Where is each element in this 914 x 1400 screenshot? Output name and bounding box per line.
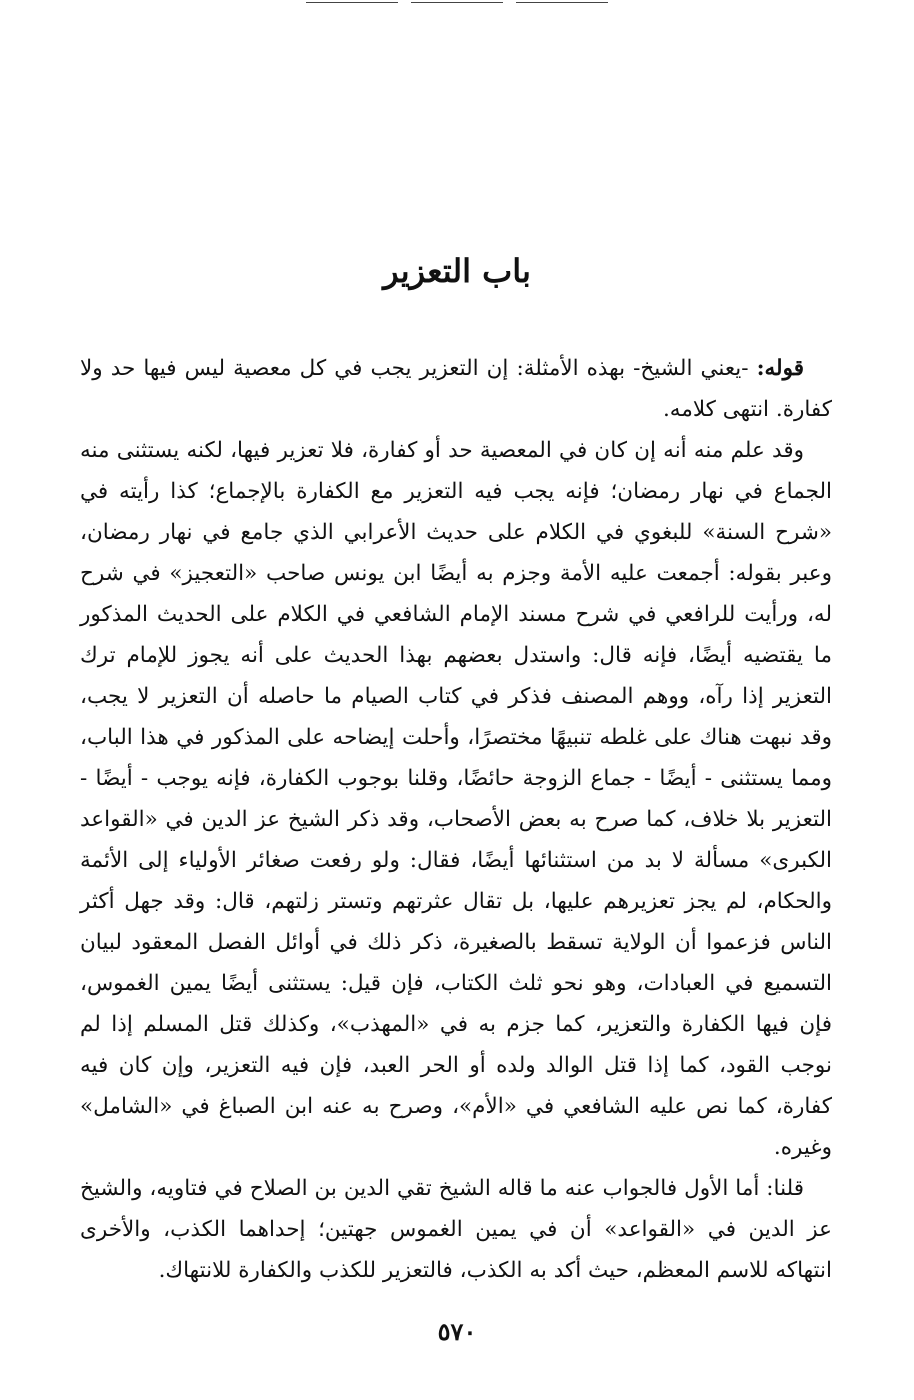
rule-segment bbox=[411, 2, 503, 3]
paragraph-3: قلنا: أما الأول فالجواب عنه ما قاله الشيخ تقي الدين بن الصلاح في فتاويه، والشيخ عز الدين في «القواعد» أن في يمين الغموس جهتين؛ إحداهما الكذب، والأخرى انتهاكه للاسم المعظم، حيث أكد به الكذب، فالتعزير للكذب والكفارة للانتهاك. bbox=[80, 1176, 832, 1283]
rule-segment bbox=[306, 2, 398, 3]
top-rule bbox=[306, 2, 608, 4]
rule-segment bbox=[516, 2, 608, 3]
opening-lead: قوله: bbox=[756, 356, 804, 381]
page-number: ٥٧٠ bbox=[437, 1317, 477, 1346]
paragraph-2: وقد علم منه أنه إن كان في المعصية حد أو كفارة، فلا تعزير فيها، لكنه يستثنى منه الجماع في نهار رمضان؛ فإنه يجب فيه التعزير مع الكفارة بالإجماع؛ كذا رأيته في «شرح السنة» للبغوي في الكلام على حديث الأعرابي الذي جامع في نهار رمضان، وعبر بقوله: أجمعت عليه الأمة وجزم به أيضًا ابن يونس صاحب «التعجيز» في شرح له، ورأيت للرافعي في شرح مسند الإمام الشافعي في الكلام على الحديث المذكور ما يقتضيه أيضًا، فإنه قال: واستدل بعضهم بهذا الحديث على أنه يجوز للإمام ترك التعزير إذا رآه، ووهم المصنف فذكر في كتاب الصيام ما حاصله أن التعزير لا يجب، وقد نبهت هناك على غلطه تنبيهًا مختصرًا، وأحلت إيضاحه على المذكور في هذا الباب، ومما يستثنى - أيضًا - جماع الزوجة حائضًا، وقلنا بوجوب الكفارة، فإنه يوجب - أيضًا - التعزير بلا خلاف، كما صرح به بعض الأصحاب، وقد ذكر الشيخ عز الدين في «القواعد الكبرى» مسألة لا بد من استثنائها أيضًا، فقال: ولو رفعت صغائر الأولياء إلى الأئمة والحكام، لم يجز تعزيرهم عليها، بل تقال عثرتهم وتستر زلتهم، قال: وقد جهل أكثر الناس فزعموا أن الولاية تسقط بالصغيرة، ذكر ذلك في أوائل الفصل المعقود لبيان التسميع في العبادات، وهو نحو ثلث الكتاب، فإن قيل: يستثنى أيضًا يمين الغموس، فإن فيها الكفارة والتعزير، كما جزم به في «المهذب»، وكذلك قتل المسلم إذا لم نوجب القود، كما إذا قتل الوالد ولده أو الحر العبد، فإن فيه التعزير، وإن كان فيه كفارة، كما نص عليه الشافعي في «الأم»، وصرح به عنه ابن الصباغ في «الشامل» وغيره. bbox=[80, 438, 832, 1160]
chapter-title: باب التعزير bbox=[383, 252, 531, 290]
paragraph-1-text: -يعني الشيخ- بهذه الأمثلة: إن التعزير يجب في كل معصية ليس فيها حد ولا كفارة. انتهى كلامه. bbox=[80, 356, 832, 422]
paragraph-1 bbox=[80, 348, 832, 430]
body-text bbox=[80, 348, 832, 1291]
